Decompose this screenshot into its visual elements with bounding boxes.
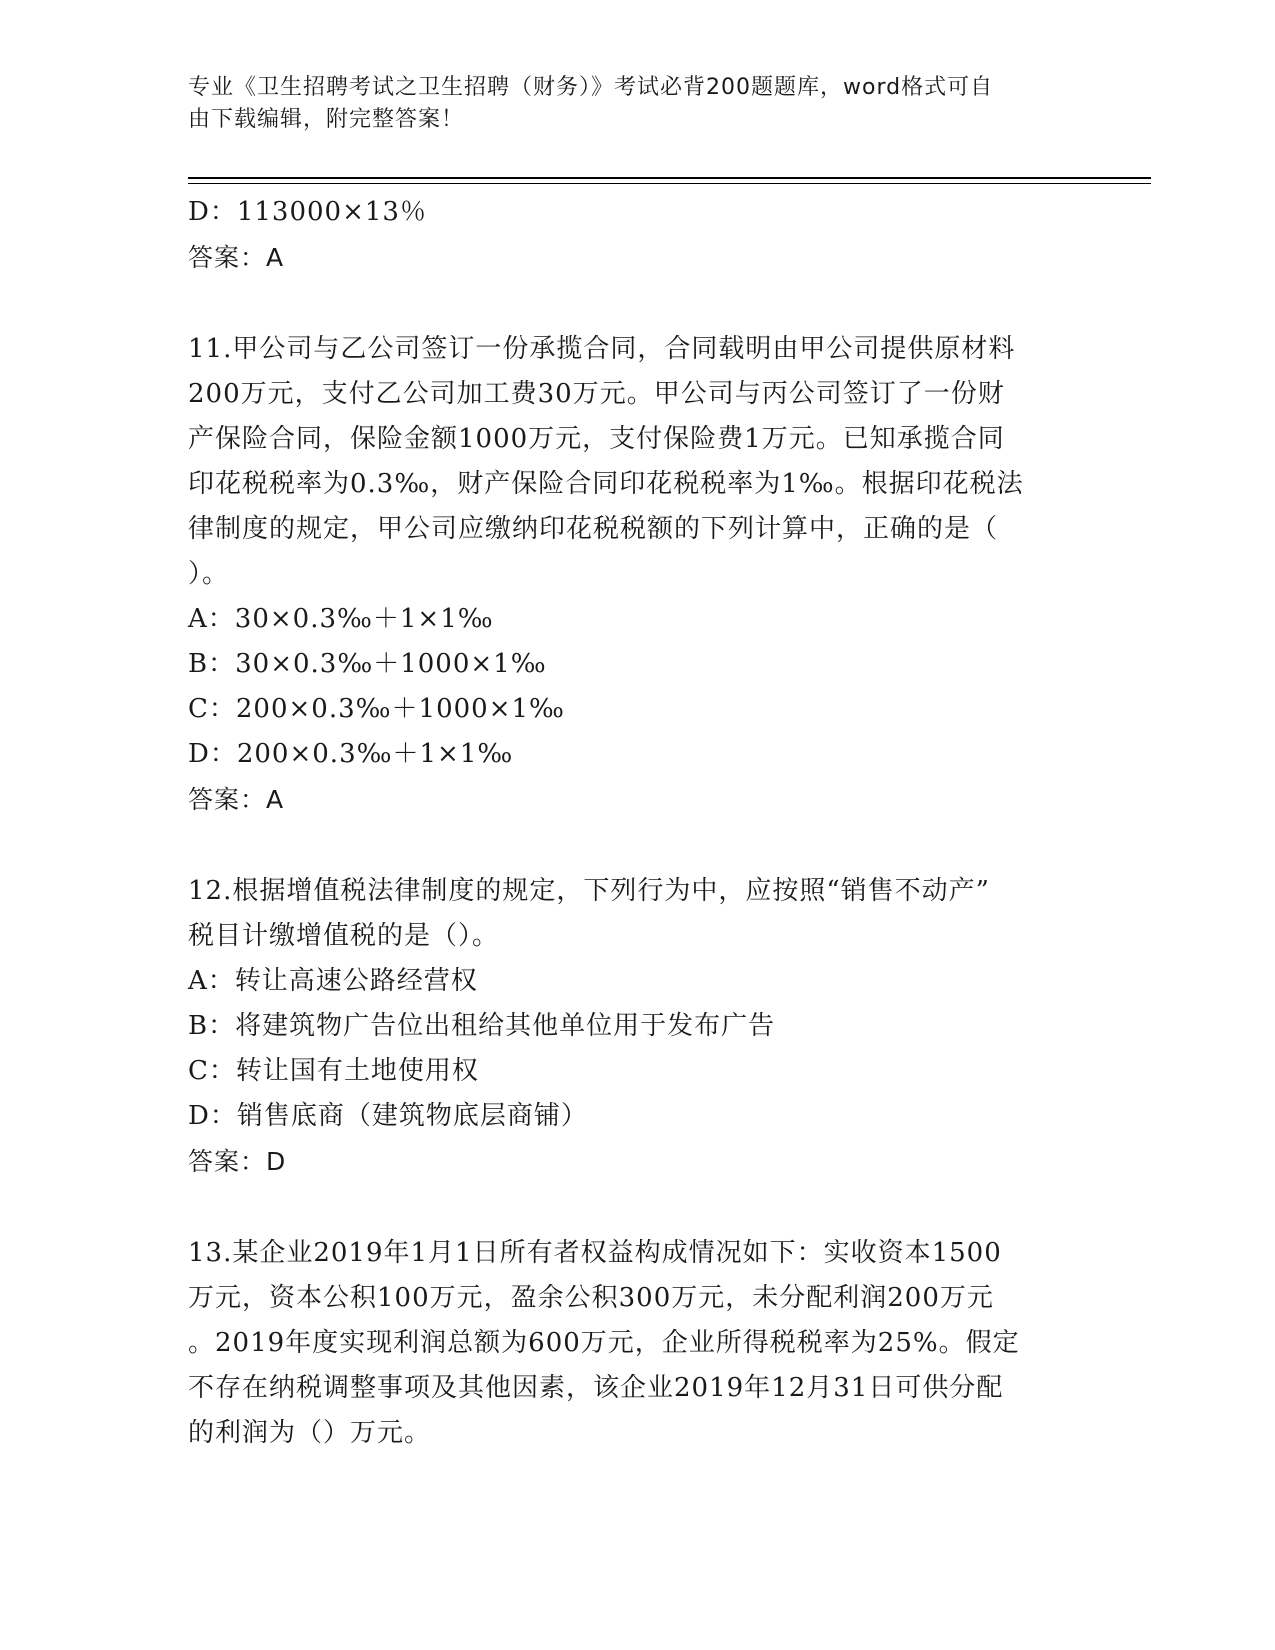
question-text-line: 200万元，支付乙公司加工费30万元。甲公司与丙公司签订了一份财	[188, 379, 1005, 409]
option-d: D：200×0.3‰＋1×1‰	[188, 739, 514, 769]
answer: 答案：D	[188, 1147, 287, 1176]
question-text-line: 不存在纳税调整事项及其他因素，该企业2019年12月31日可供分配	[188, 1373, 1004, 1403]
option-a: A：转让高速公路经营权	[188, 966, 478, 996]
header-rule-thin	[188, 183, 1151, 184]
question-text-line: 律制度的规定，甲公司应缴纳印花税税额的下列计算中，正确的是（	[188, 514, 999, 544]
answer: 答案：A	[188, 785, 285, 814]
spacer	[188, 1184, 1068, 1231]
question-text-line: 13.某企业2019年1月1日所有者权益构成情况如下：实收资本1500	[188, 1238, 1002, 1268]
header-line-1: 专业《卫生招聘考试之卫生招聘（财务）》考试必背200题题库，word格式可自	[188, 75, 994, 100]
question-13	[188, 1231, 1068, 1456]
question-text-line: 的利润为（）万元。	[188, 1418, 432, 1448]
option-a: A：30×0.3‰＋1×1‰	[188, 604, 494, 634]
option-c: C：200×0.3‰＋1000×1‰	[188, 694, 565, 724]
question-text-line: 万元，资本公积100万元，盈余公积300万元，未分配利润200万元	[188, 1283, 994, 1313]
question-text-line: 11.甲公司与乙公司签订一份承揽合同，合同载明由甲公司提供原材料	[188, 334, 1016, 364]
option-c: C：转让国有土地使用权	[188, 1056, 479, 1086]
page-header	[188, 72, 1068, 136]
question-12	[188, 869, 1068, 1184]
document-body	[188, 190, 1068, 1456]
previous-question-tail	[188, 190, 1068, 280]
answer: 答案：A	[188, 243, 285, 272]
question-text-line: 。2019年度实现利润总额为600万元，企业所得税税率为25%。假定	[188, 1328, 1020, 1358]
option-d: D：销售底商（建筑物底层商铺）	[188, 1101, 588, 1131]
option-b: B：将建筑物广告位出租给其他单位用于发布广告	[188, 1011, 776, 1041]
question-11	[188, 327, 1068, 822]
question-text-line: 税目计缴增值税的是（）。	[188, 921, 500, 951]
question-text-line: 产保险合同，保险金额1000万元，支付保险费1万元。已知承揽合同	[188, 424, 1005, 454]
header-line-2: 由下载编辑，附完整答案！	[188, 107, 465, 132]
spacer	[188, 822, 1068, 869]
question-text-line: ）。	[188, 559, 230, 589]
option-d: D：113000×13％	[188, 197, 427, 227]
question-text-line: 12.根据增值税法律制度的规定，下列行为中，应按照“销售不动产”	[188, 876, 990, 906]
spacer	[188, 280, 1068, 327]
question-text-line: 印花税税率为0.3‰，财产保险合同印花税税率为1‰。根据印花税法	[188, 469, 1024, 499]
header-rule-thick	[188, 177, 1151, 179]
option-b: B：30×0.3‰＋1000×1‰	[188, 649, 547, 679]
